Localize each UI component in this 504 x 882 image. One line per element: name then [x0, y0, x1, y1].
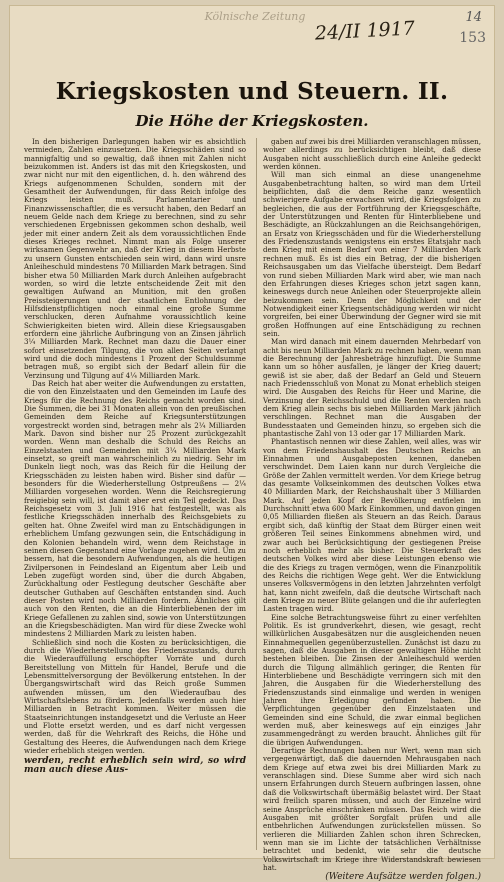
paragraph: Man wird danach mit einem dauernden Mehrbedarf von acht bis neun Milliarden Mark zu rechnen haben, wenn man die Berechnung der Jahresbeträge hinzufügt. Die Summe kann um so höher ausfallen, je länger der Krieg dauert; gewiß ist sie aber, daß der Bedarf an Geld und Steuern nach Friedensschluß von Monat zu Monat erheblich steigen wird. Die Ausgaben des Reichs für Heer und Marine, die Verzinsung der Reichsschuld und die Renten werden nach dem Krieg allein sechs bis sieben Milliarden Mark jährlich verschlingen. Rechnet man die Ausgaben der Bundesstaaten und Gemeinden hinzu, so ergeben sich die phantastische Zahl von 13 oder gar 17 Milliarden Mark.	[263, 337, 481, 439]
archive-ref-top: 14	[465, 10, 482, 25]
paragraph: gaben auf zwei bis drei Milliarden veranschlagen müssen, woher allerdings zu berücksichtigen bleibt, daß diese Ausgaben nicht ausschließlich durch eine Anleihe gedeckt werden können.	[263, 137, 481, 172]
paragraph: Derartige Rechnungen haben nur Wert, wenn man sich vergegenwärtigt, daß die dauernden Mehrausgaben nach dem Kriege auf etwa zwei bis drei Milliarden Mark zu veranschlagen sind. Diese Summe aber wird sich nach unsern Erfahrungen durch Steuern aufbringen lassen, ohne daß die Volkswirtschaft übermäßig belastet wird. Der Staat wird freilich sparen müssen, und auch der Einzelne wird seine Ansprüche einschränken müssen. Das Reich wird die Ausgaben mit größter Sorgfalt prüfen und alle entbehrlichen Aufwendungen zurückstellen müssen. So verlieren die Milliarden Zahlen schon ihren Schrecken, wenn man sie im Lichte der tatsächlichen Verhältnisse betrachtet und bedenkt, wie sehr die deutsche Volkswirtschaft im Kriege ihre Widerstandskraft bewiesen hat.	[263, 746, 481, 872]
paragraph: Schließlich sind noch die Kosten zu berücksichtigen, die durch die Wiederherstellung des Friedenszustands, durch die Wiederauffüllung erschöpfter Vorräte und durch Bereitstellung von Mitteln für Handel, Berufe und die Lebensmittelversorgung der Bevölkerung entstehen. In der Übergangswirtschaft wird das Reich große Summen aufwenden müssen, um den Wiederaufbau des Wirtschaftslebens zu fördern. Jedenfalls werden auch hier Milliarden in Betracht kommen. Weiter müssen die Staatseinrichtungen instandgesetzt und die Verluste an Heer und Flotte ersetzt werden, und es darf nicht vergessen werden, daß für die Wehrkraft des Reichs, die Höhe und Gestaltung des Heeres, die Aufwendungen nach dem Kriege wieder erheblich steigen werden.	[24, 637, 246, 756]
paragraph: In den bisherigen Darlegungen haben wir es absichtlich vermieden, Zahlen einzusetzen. Die Kriegsschäden sind so mannigfaltig und so gewaltig, daß ihnen mit Zahlen nicht beizukommen ist. Anders ist das mit den Kriegskosten, und zwar nicht nur mit den eigentlichen, d. h. den während des Kriegs aufgenommenen Schulden, sondern mit der Gesamtheit der Aufwendungen, für dass Reich infolge des Kriegs leisten muß. Parlamentarier und Finanzwissenschaftler, die es versucht haben, den Bedarf an neuem Gelde nach dem Kriege zu berechnen, sind zu sehr verschiedenen Ergebnissen gekommen schon deshalb, weil jeder mit einer andern Zeit als dem voraussichtlichen Ende dieses Krieges rechnet. Nimmt man als Folge unserer wirksamen Gegenwehr an, daß der Krieg in diesem Herbste zu unsern Gunsten entschieden sein wird, dann wird unsre Anleiheschuld mindestens 70 Milliarden Mark betragen. Sind bisher etwa 50 Milliarden Mark durch Anleihen aufgebracht worden, so wird die letzte entscheidende Zeit mit den gewaltigen Aufwand an Munition, mit den großen Preissteigerungen und der staatlichen Entlohnung der Hilfsdienstpflichtigen noch einmal eine große Summe verschlucken, deren Aufnahme voraussichtlich keine Schwierigkeiten bieten wird. Allein diese Kriegsausgaben erfordern eine jährliche Aufbringung von an Zinsen jährlich 3¼ Milliarden Mark. Rechnet man dazu die Dauer einer sofort einsetzenden Tilgung, die von allen Seiten verlangt wird und die doch mindestens 1 Prozent der Schuldsumme betragen muß, so ergibt sich der Bedarf allein für die Verzinsung und Tilgung auf 4¼ Milliarden Mark.	[24, 137, 246, 380]
newspaper-clipping	[10, 6, 494, 882]
column-tail-line: werden, recht erheblich sein wird, so wird man auch diese Aus-	[24, 756, 246, 775]
paragraph: Das Reich hat aber weiter die Aufwendungen zu erstatten, die von den Einzelstaaten und den Gemeinden im Laufe des Kriegs für die Rechnung des Reichs gemacht worden sind. Die Summen, die bei 31 Monaten allein von den preußischen Gemeinden dem Reiche auf Kriegsunterstützungen vorgestreckt worden sind, betragen mehr als 2¼ Milliarden Mark. Davon sind bisher nur 25 Prozent zurückgezahlt worden. Wenn man deshalb die Schuld des Reichs an Einzelstaaten und Gemeinden mit 3¼ Milliarden Mark einsetzt, so greift man wahrscheinlich zu niedrig. Sehr im Dunkeln liegt noch, was das Reich für die Heilung der Kriegsschäden zu leisten haben wird. Bisher sind dafür — besonders für die Wiederherstellung Ostpreußens — 2¼ Milliarden vorgesehen worden. Wenn die Reichsregierung freigiebig sein will, ist damit aber erst ein Teil gedeckt. Das Reichsgesetz vom 3. Juli 1916 hat festgestellt, was als festliche Kriegsschäden innerhalb des Reichsgebiets zu gelten hat. Ohne Zweifel wird man zu Entschädigungen in erheblichem Umfang gezwungen sein, die Entschädigung in den Kolonien behandeln wird, wenn dem Reichstage in seinen diesen Gegenstand eine Vorlage zugehen wird. Um zu bessern, hat die besondern Aufwendungen, als die heutigen Zivilpersonen in Feindesland an Eigentum aber Leib und Leben zugefügt worden sind, über die durch Abgaben, Zurückhaltung oder Festlegung deutscher Geschäfte aber deutscher Guthaben auf Geschäften entstanden sind. Auch dieser Posten wird noch Milliarden fordern. Ähnliches gilt auch von den Renten, die an die Hinterbliebenen der im Kriege Gefallenen zu zahlen sind, sowie von Unterstützungen an die Kriegsbeschädigten. Man wird für diese Zwecke wohl mindestens 2 Milliarden Mark zu leisten haben.	[24, 378, 246, 639]
paragraph: Eine solche Betrachtungsweise führt zu einer verfehlten Politik. Es ist grundverkehrt, diesen, wie gesagt, recht willkürlichen Ausgabesätzen nur die ausgleichenden neuen Einnahmequellen gegenüberzustellen. Zunächst ist dazu zu sagen, daß die Ausgaben in dieser gewaltigen Höhe nicht bestehen bleiben. Die Zinsen der Anleiheschuld werden durch die Tilgung allmählich geringer, die Renten für Hinterbliebene und Beschädigte verringern sich mit den Jahren, die Ausgaben für die Wiederherstellung des Friedenszustands sind einmalige und werden in wenigen Jahren ihre Erledigung gefunden haben. Die Verpflichtungen gegenüber den Einzelstaaten und Gemeinden sind eine Schuld, die zwar einmal beglichen werden muß, aber keineswegs auf ein einziges Jahr zusammengedrängt zu werden braucht. Ähnliches gilt für die übrigen Aufwendungen.	[263, 612, 481, 747]
article-title: Kriegskosten und Steuern. II.	[55, 78, 449, 105]
handwritten-date: 24/II 1917	[314, 17, 416, 45]
paragraph: Phantastisch nennen wir diese Zahlen, weil alles, was wir von dem Friedenshaushalt des Deutschen Reichs an Einnahmen und Ausgabeposten kennen, daneben verschwindet. Dem Laien kann nur durch Vergleiche die Größe der Zahlen vermittelt werden. Vor dem Kriege betrug das gesamte Volkseinkommen des deutschen Volkes etwa 40 Milliarden Mark, der Reichshaushalt über 3 Milliarden Mark. Auf jeden Kopf der Bevölkerung entfielen im Durchschnitt etwa 600 Mark Einkommen, und davon gingen 0,05 Milliarden fließen als Steuern an das Reich. Daraus ergibt sich, daß künftig der Staat dem Bürger einen weit größeren Teil seines Einkommens abnehmen wird, und zwar auch bei Berücksichtigung der gestiegenen Preise noch erheblich mehr als bisher. Die Steuerkraft des deutschen Volkes wird aber diese Leistungen ebenso wie die des Kriegs zu tragen vermögen, wenn die Finanzpolitik des Reichs die richtigen Wege geht. Wer die Entwicklung unseres Volksvermögens in den letzten Jahrzehnten verfolgt hat, kann nicht zweifeln, daß die deutsche Wirtschaft nach dem Kriege zu neuer Blüte gelangen und die ihr auferlegten Lasten tragen wird.	[263, 437, 481, 614]
left-column	[24, 138, 246, 850]
masthead: Kölnische Zeitung	[204, 10, 306, 23]
paragraph: Will man sich einmal an diese unangenehme Ausgabenbetrachtung halten, so wird man dem Urteil beipflichten, daß die dem Reiche ganz wesentlich schwierigere Aufgabe erwachsen wird, die Kriegsfolgen zu begleichen, die aus der Fortführung der Kriegsgeschäfte, der Unterstützungen und Renten für Hinterbliebene und Beschädigte, an Rückzahlungen an die Reichsangehörigen, an Ersatz von Kriegsschäden und für die Wiederherstellung des Friedenszustands wenigstens ein erstes Etatsjahr nach dem Krieg mit einem Bedarf von einer 7 Milliarden Mark rechnen muß. Es ist dies ein Betrag, der die bisherigen Reichsausgaben um das Vielfache übersteigt. Dem Bedarf von rund sieben Milliarden Mark wird aber, wie man nach den Erfahrungen dieses Krieges schon jetzt sagen kann, keineswegs durch neue Anleihen oder Steuerprojekte allein beizukommen sein. Denn der Möglichkeit und der Notwendigkeit einer Kriegsentschädigung werden wir nicht vorgreifen, bei einer Überwindung der Gegner wird sie mit großen Hoffnungen auf eine Entschädigung zu rechnen sein.	[263, 170, 481, 338]
archive-ref-number: 153	[459, 30, 486, 46]
article-subtitle: Die Höhe der Kriegskosten.	[135, 112, 369, 130]
right-column	[256, 137, 481, 882]
continuation-note: (Weitere Aufsätze werden folgen.)	[325, 872, 481, 882]
